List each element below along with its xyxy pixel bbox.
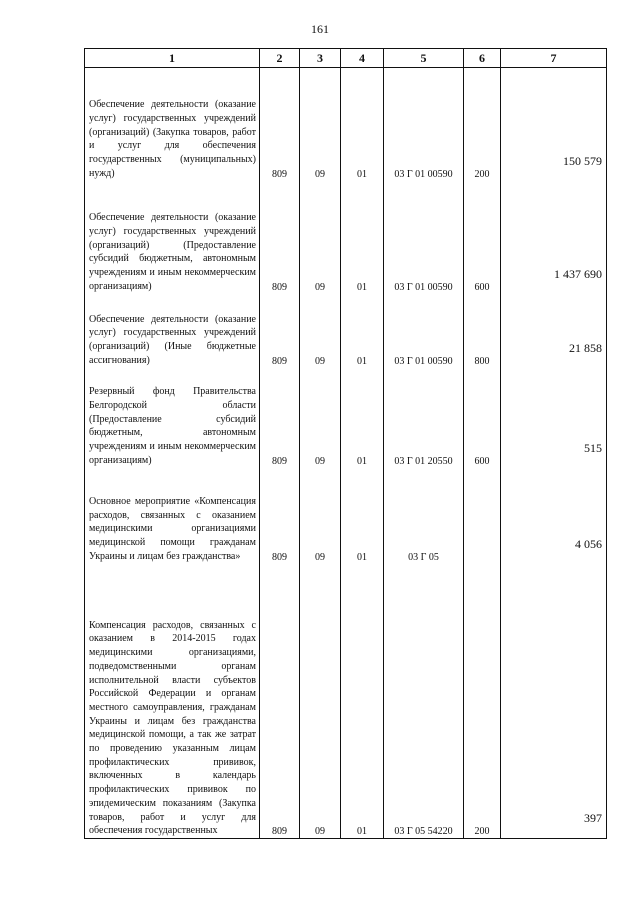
row-description: Обеспечение деятельности (оказание услуг) государственных учреждений (организаций) (Закупка товаров, работ и услуг для обеспечения государственных (муниципальных) нужд) (85, 68, 260, 181)
row-target: 03 Г 01 00590 (384, 181, 464, 294)
row-target: 03 Г 01 00590 (384, 68, 464, 181)
row-section: 09 (300, 68, 341, 181)
row-ministry: 809 (260, 68, 300, 181)
row-amount: 1 437 690 (501, 181, 607, 294)
row-expense-type: 200 (464, 564, 501, 839)
column-header-4: 4 (341, 49, 384, 68)
table-row (85, 564, 607, 839)
row-expense-type: 600 (464, 181, 501, 294)
row-amount: 4 056 (501, 468, 607, 564)
column-header-7: 7 (501, 49, 607, 68)
table-row (85, 68, 607, 181)
column-header-1: 1 (85, 49, 260, 68)
row-ministry: 809 (260, 181, 300, 294)
row-description: Основное мероприятие «Компенсация расходов, связанных с оказанием медицинскими организациями медицинской помощи гражданам Украины и лицам без гражданства» (85, 468, 260, 564)
row-subsection: 01 (341, 368, 384, 468)
row-amount: 515 (501, 368, 607, 468)
row-subsection: 01 (341, 68, 384, 181)
row-ministry: 809 (260, 294, 300, 368)
row-expense-type: 600 (464, 368, 501, 468)
row-ministry: 809 (260, 468, 300, 564)
row-expense-type: 200 (464, 68, 501, 181)
row-subsection: 01 (341, 468, 384, 564)
row-target: 03 Г 01 00590 (384, 294, 464, 368)
table-row (85, 368, 607, 468)
row-amount: 21 858 (501, 294, 607, 368)
row-expense-type (464, 468, 501, 564)
table-row (85, 468, 607, 564)
row-description: Резервный фонд Правительства Белгородской области (Предоставление субсидий бюджетным, автономным учреждениям и иным некоммерческим организациям) (85, 368, 260, 468)
row-description: Компенсация расходов, связанных с оказанием в 2014-2015 годах медицинскими организациями, подведомственными органам исполнительной власти субъектов Российской Федерации и органам местного самоуправления, гражданам Украины и лицам без гражданства медицинской помощи, а так же затрат по проведению указанным лицам профилактических прививок, включенных в календарь профилактических прививок по эпидемическим показаниям (Закупка товаров, работ и услуг для обеспечения государственных (85, 564, 260, 839)
table-row (85, 181, 607, 294)
column-header-2: 2 (260, 49, 300, 68)
budget-table (84, 48, 607, 839)
row-section: 09 (300, 564, 341, 839)
row-amount: 397 (501, 564, 607, 839)
column-header-6: 6 (464, 49, 501, 68)
row-description: Обеспечение деятельности (оказание услуг) государственных учреждений (организаций) (Иные бюджетные ассигнования) (85, 294, 260, 368)
row-section: 09 (300, 368, 341, 468)
page-number: 161 (311, 22, 329, 36)
row-subsection: 01 (341, 294, 384, 368)
row-subsection: 01 (341, 181, 384, 294)
row-expense-type: 800 (464, 294, 501, 368)
row-section: 09 (300, 294, 341, 368)
column-header-3: 3 (300, 49, 341, 68)
row-section: 09 (300, 181, 341, 294)
row-description: Обеспечение деятельности (оказание услуг) государственных учреждений (организаций) (Предоставление субсидий бюджетным, автономным учреждениям и иным некоммерческим организациям) (85, 181, 260, 294)
row-section: 09 (300, 468, 341, 564)
column-header-5: 5 (384, 49, 464, 68)
header-row (85, 49, 607, 68)
row-subsection: 01 (341, 564, 384, 839)
row-target: 03 Г 01 20550 (384, 368, 464, 468)
row-ministry: 809 (260, 564, 300, 839)
row-target: 03 Г 05 54220 (384, 564, 464, 839)
row-amount: 150 579 (501, 68, 607, 181)
row-target: 03 Г 05 (384, 468, 464, 564)
row-ministry: 809 (260, 368, 300, 468)
table-row (85, 294, 607, 368)
